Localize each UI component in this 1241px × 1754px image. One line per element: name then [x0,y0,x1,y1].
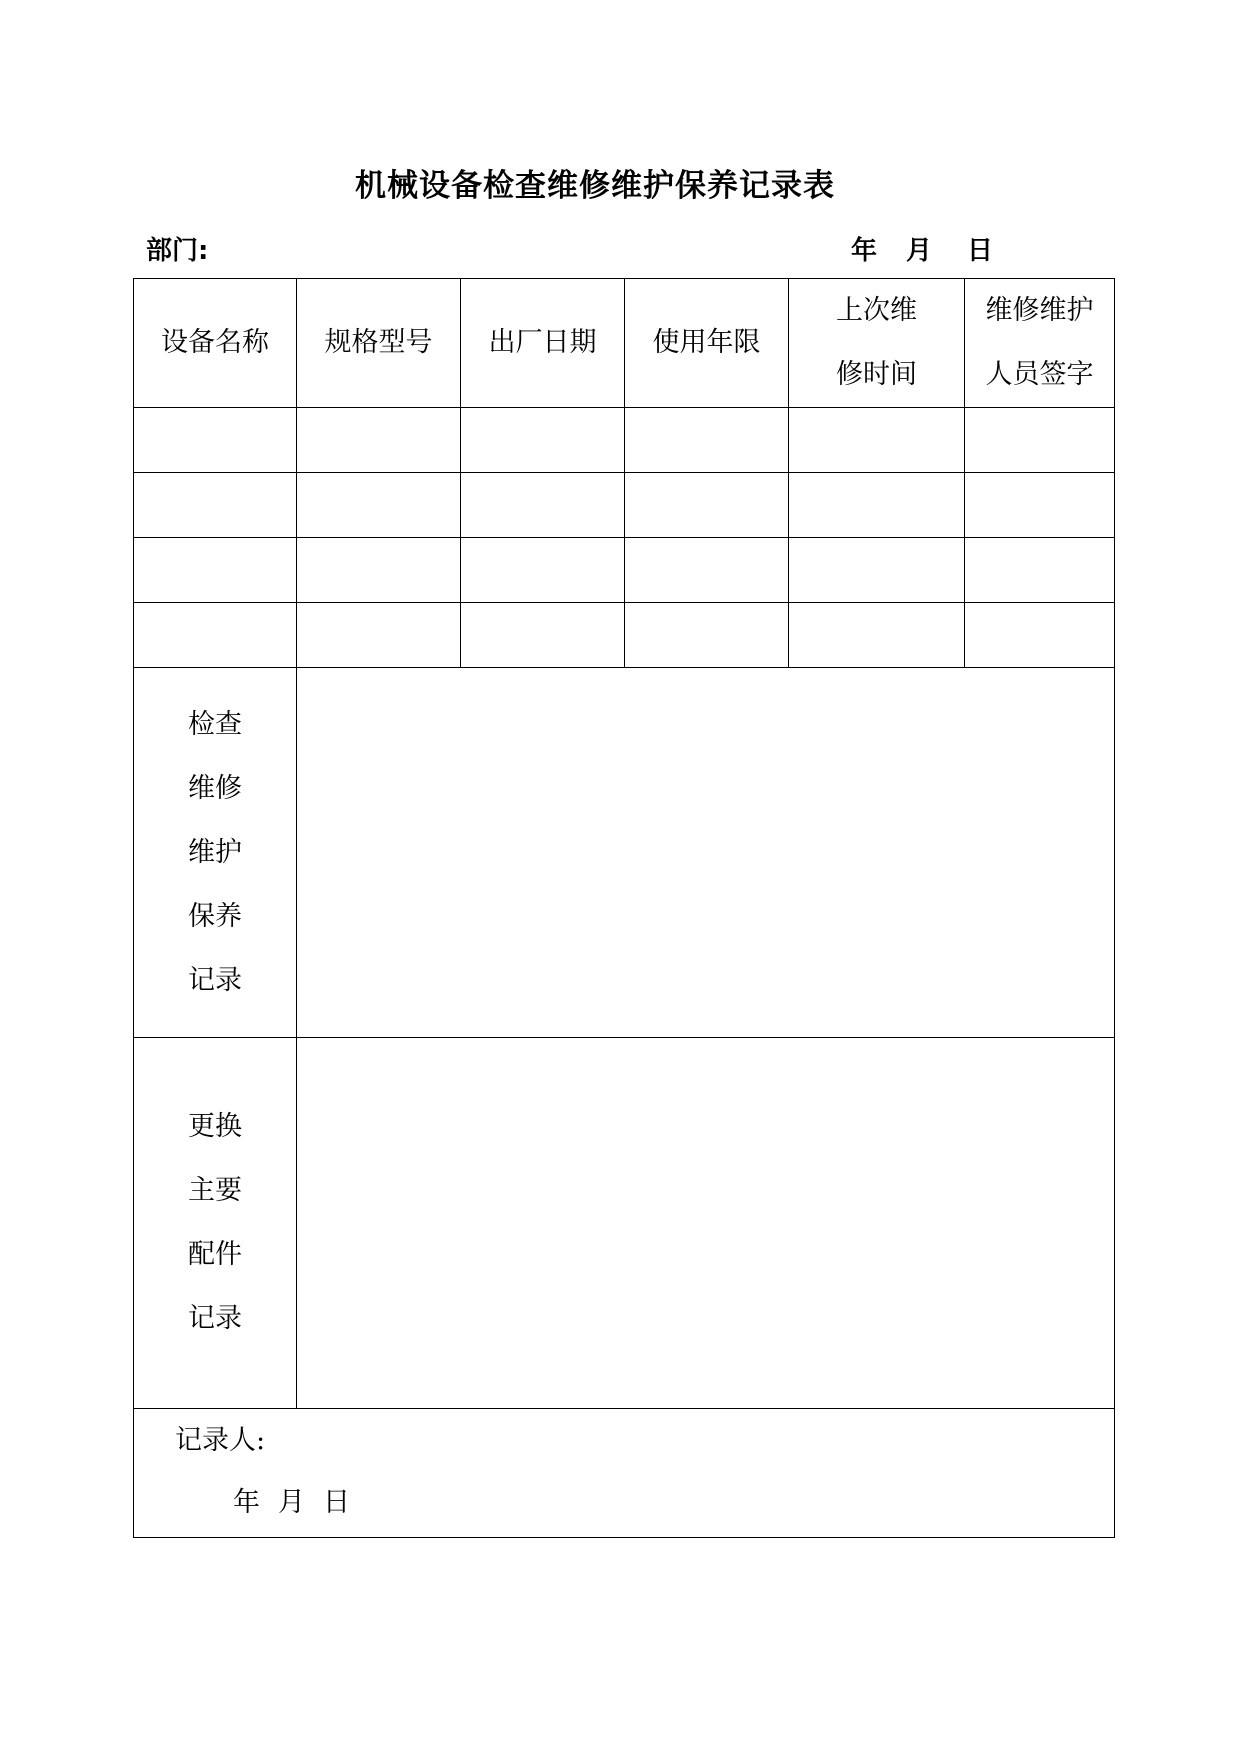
recorder-label: 记录人: [175,1425,266,1456]
table-cell[interactable] [461,603,625,668]
column-header-last-repair-time: 上次维 修时间 [789,279,965,408]
table-cell[interactable] [461,408,625,473]
table-cell[interactable] [789,473,965,538]
maintenance-record-field[interactable] [297,668,1115,1038]
column-header-spec-model: 规格型号 [297,279,461,408]
header-day-label: 日 [967,236,994,266]
column-header-technician-signature: 维修维护 人员签字 [965,279,1115,408]
table-cell[interactable] [625,538,789,603]
footer-row [134,1409,1115,1538]
recorder-cell[interactable] [134,1409,1115,1538]
table-cell[interactable] [134,603,297,668]
column-header-equipment-name: 设备名称 [134,279,297,408]
table-cell[interactable] [965,603,1115,668]
maintenance-record-label: 检查 维修 维护 保养 记录 [134,668,297,1038]
table-cell[interactable] [625,408,789,473]
table-cell[interactable] [789,408,965,473]
form-title: 机械设备检查维修维护保养记录表 [355,168,835,204]
footer-day-label: 日 [323,1487,350,1518]
table-cell[interactable] [625,603,789,668]
table-cell[interactable] [297,473,461,538]
header-year-label: 年 [851,236,878,266]
table-cell[interactable] [134,538,297,603]
table-cell[interactable] [134,473,297,538]
table-cell[interactable] [789,538,965,603]
table-row [134,473,1115,538]
parts-replacement-field[interactable] [297,1038,1115,1409]
table-cell[interactable] [965,473,1115,538]
table-cell[interactable] [297,408,461,473]
footer-year-label: 年 [233,1487,260,1518]
table-cell[interactable] [625,473,789,538]
table-header-row [134,279,1115,408]
header-month-label: 月 [906,236,933,266]
table-cell[interactable] [297,603,461,668]
table-cell[interactable] [461,538,625,603]
column-header-service-life: 使用年限 [625,279,789,408]
maintenance-record-row [134,668,1115,1038]
table-cell[interactable] [461,473,625,538]
table-cell[interactable] [134,408,297,473]
department-label: 部门: [146,236,209,266]
table-cell[interactable] [965,538,1115,603]
table-cell[interactable] [297,538,461,603]
footer-month-label: 月 [278,1487,305,1518]
column-header-manufacture-date: 出厂日期 [461,279,625,408]
table-row [134,408,1115,473]
parts-replacement-row [134,1038,1115,1409]
table-cell[interactable] [789,603,965,668]
parts-replacement-label: 更换 主要 配件 记录 [134,1038,297,1409]
table-row [134,538,1115,603]
table-cell[interactable] [965,408,1115,473]
record-table [133,278,1115,1538]
table-row [134,603,1115,668]
